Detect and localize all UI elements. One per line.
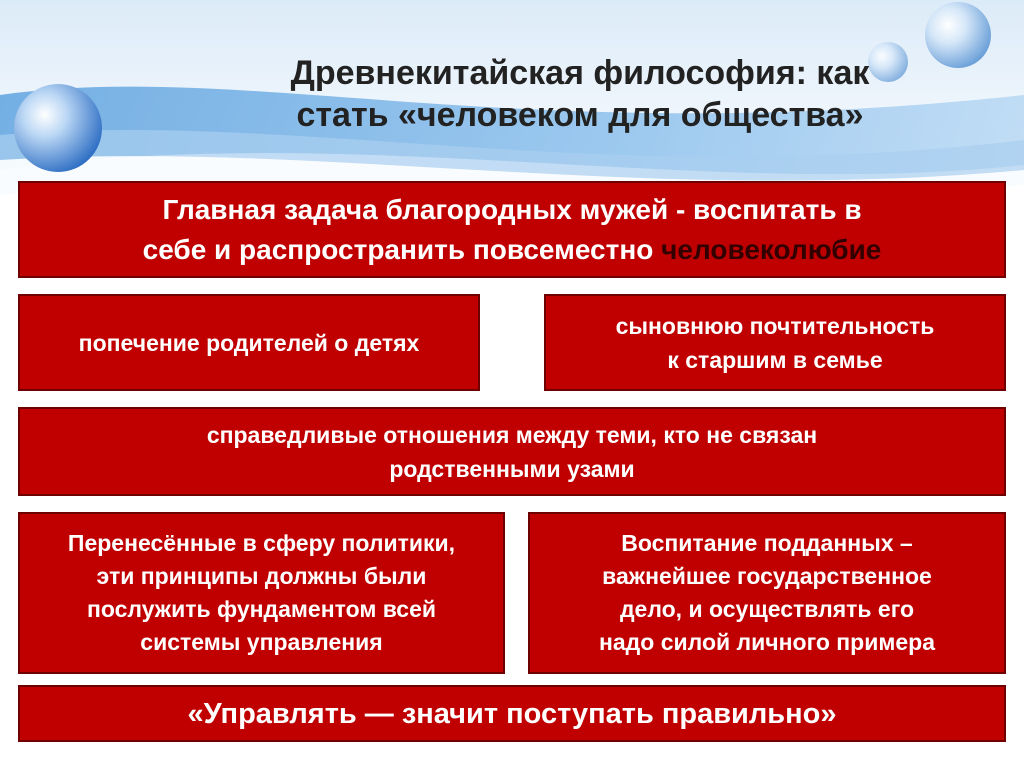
main-task-box (18, 181, 1006, 278)
politics-principles-box (18, 512, 505, 674)
just-relations-line-2: родственными узами (389, 455, 635, 482)
education-line: дело, и осуществлять его (619, 596, 915, 622)
just-relations-line-1: справедливые отношения между теми, кто не связан (206, 421, 818, 448)
parental-care-box (18, 294, 480, 391)
slide-title (200, 52, 960, 136)
slide-title-line-2: стать «человеком для общества» (296, 96, 864, 134)
education-line: важнейшее государственное (602, 563, 932, 589)
main-task-text: себе и распространить повсеместно (142, 233, 662, 265)
governing-quote-box (18, 685, 1006, 742)
main-task-line-2 (143, 230, 882, 270)
education-line: надо силой личного примера (598, 629, 936, 655)
sphere-decoration-left (14, 84, 102, 172)
politics-line: Перенесённые в сферу политики, (67, 530, 456, 556)
just-relations-box (18, 407, 1006, 496)
politics-line: эти принципы должны были (96, 563, 427, 589)
humaneness-highlight: человеколюбие (661, 233, 882, 265)
parental-care-text: попечение родителей о детях (78, 329, 420, 356)
main-task-line-1: Главная задача благородных мужей - воспитать в (162, 193, 862, 225)
slide-title-line-1: Древнекитайская философия: как (290, 54, 870, 92)
filial-piety-box (544, 294, 1006, 391)
politics-line: послужить фундаментом всей (86, 596, 437, 622)
politics-line: системы управления (140, 629, 383, 655)
education-line: Воспитание подданных – (621, 530, 913, 556)
filial-piety-line-1: сыновнюю почтительность (615, 312, 935, 339)
subjects-education-box (528, 512, 1006, 674)
filial-piety-line-2: к старшим в семье (667, 346, 883, 373)
governing-quote-text: «Управлять — значит поступать правильно» (187, 697, 837, 730)
